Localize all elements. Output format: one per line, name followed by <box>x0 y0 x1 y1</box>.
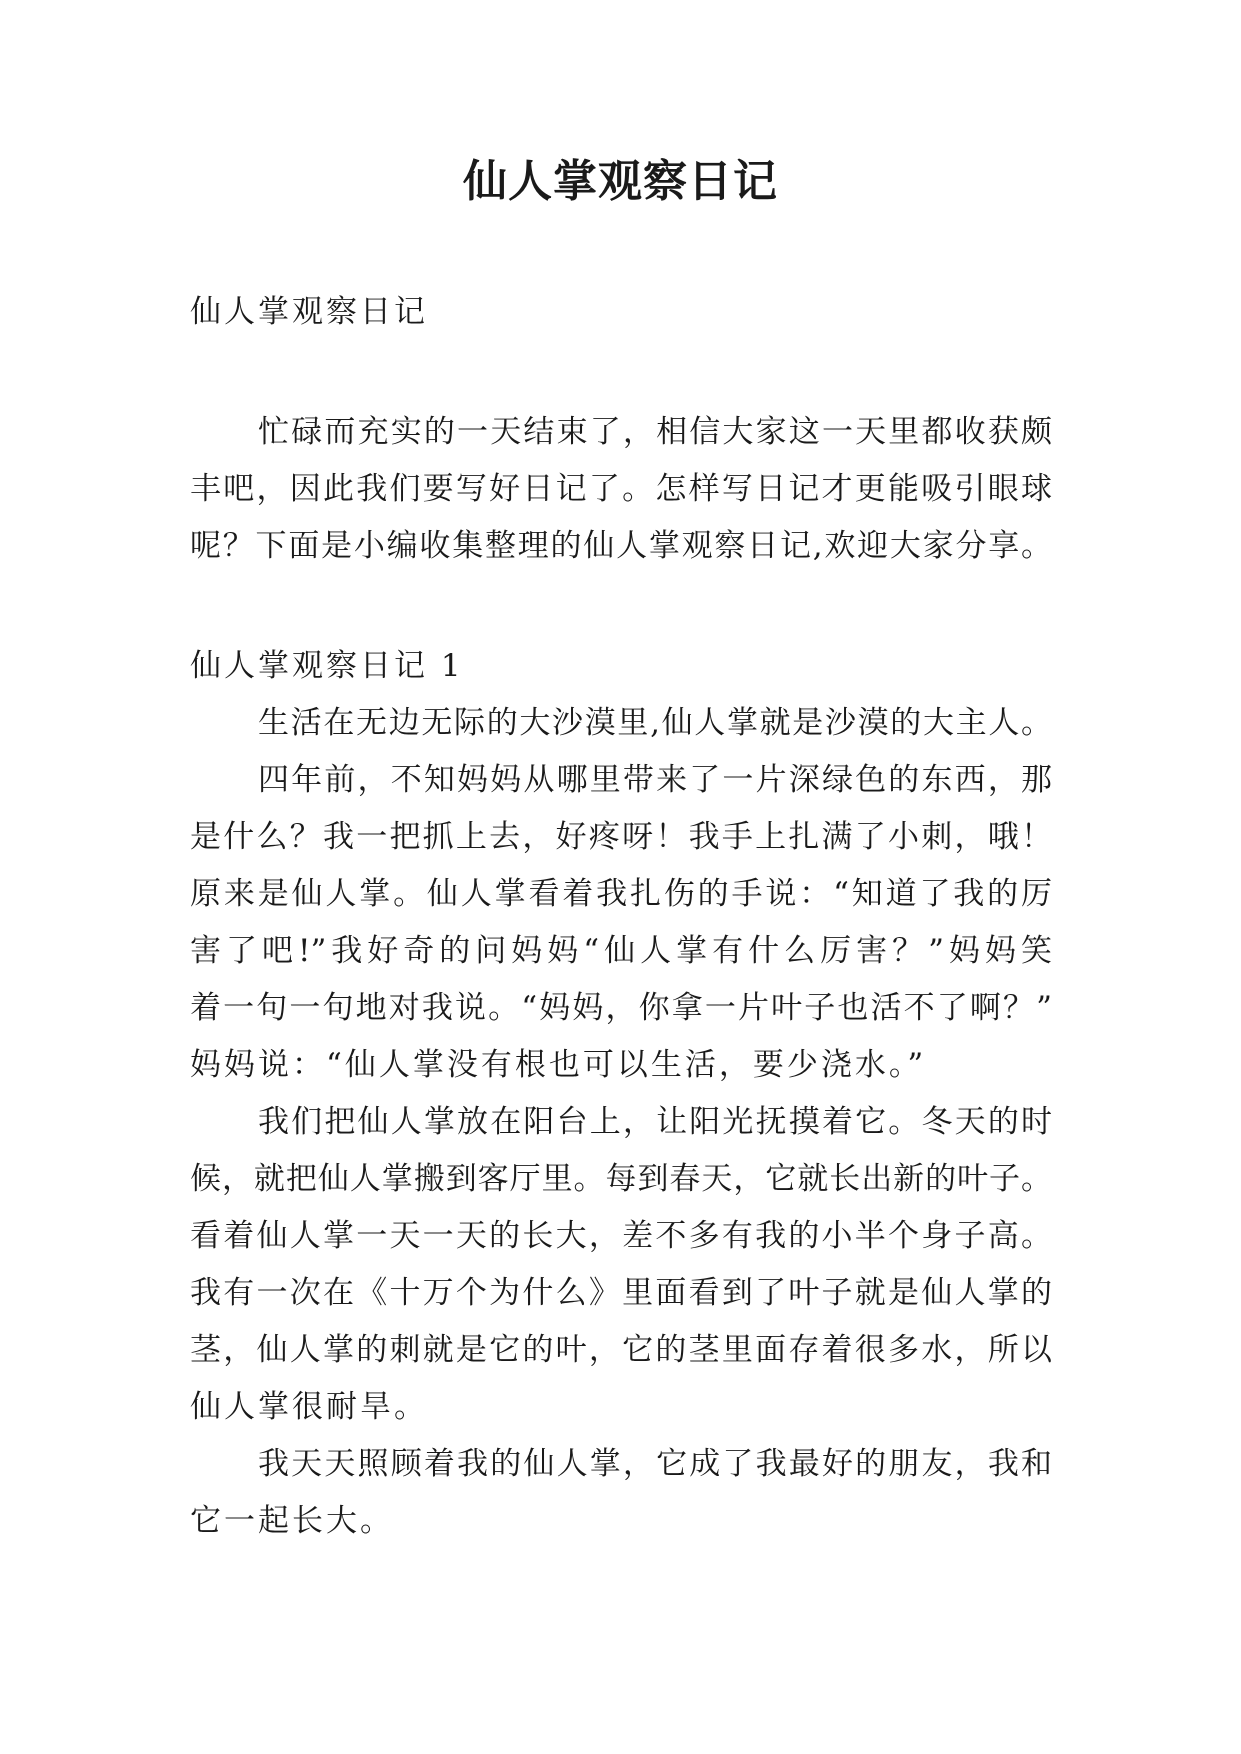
paragraph-line: 原来是仙人掌。仙人掌看着我扎伤的手说：“知道了我的厉 <box>190 876 1052 912</box>
paragraph-line: 丰吧，因此我们要写好日记了。怎样写日记才更能吸引眼球 <box>190 471 1052 507</box>
paragraph-line: 我有一次在《十万个为什么》里面看到了叶子就是仙人掌的 <box>190 1275 1052 1311</box>
document-title: 仙人掌观察日记 <box>463 156 778 207</box>
section-heading: 仙人掌观察日记 1 <box>190 648 464 684</box>
paragraph-line: 它一起长大。 <box>190 1503 394 1539</box>
paragraph-line: 我们把仙人掌放在阳台上，让阳光抚摸着它。冬天的时 <box>258 1104 1052 1140</box>
subtitle-line: 仙人掌观察日记 <box>190 294 428 330</box>
paragraph-line: 仙人掌很耐旱。 <box>190 1389 428 1425</box>
paragraph-line: 妈妈说：“仙人掌没有根也可以生活，要少浇水。” <box>190 1047 927 1083</box>
paragraph-line: 忙碌而充实的一天结束了，相信大家这一天里都收获颇 <box>258 414 1052 450</box>
paragraph-line: 生活在无边无际的大沙漠里,仙人掌就是沙漠的大主人。 <box>258 705 1052 741</box>
paragraph-line: 看着仙人掌一天一天的长大，差不多有我的小半个身子高。 <box>190 1218 1052 1254</box>
paragraph-line: 着一句一句地对我说。“妈妈，你拿一片叶子也活不了啊？” <box>190 990 1052 1026</box>
paragraph-line: 候，就把仙人掌搬到客厅里。每到春天，它就长出新的叶子。 <box>190 1161 1052 1197</box>
paragraph-line: 呢？下面是小编收集整理的仙人掌观察日记,欢迎大家分享。 <box>190 528 1052 564</box>
paragraph-line: 茎，仙人掌的刺就是它的叶，它的茎里面存着很多水，所以 <box>190 1332 1052 1368</box>
paragraph-line: 是什么？我一把抓上去，好疼呀！我手上扎满了小刺，哦！ <box>190 819 1052 855</box>
paragraph-line: 我天天照顾着我的仙人掌，它成了我最好的朋友，我和 <box>258 1446 1052 1482</box>
paragraph-line: 害了吧!”我好奇的问妈妈“仙人掌有什么厉害？”妈妈笑 <box>190 933 1052 969</box>
paragraph-line: 四年前，不知妈妈从哪里带来了一片深绿色的东西，那 <box>258 762 1052 798</box>
